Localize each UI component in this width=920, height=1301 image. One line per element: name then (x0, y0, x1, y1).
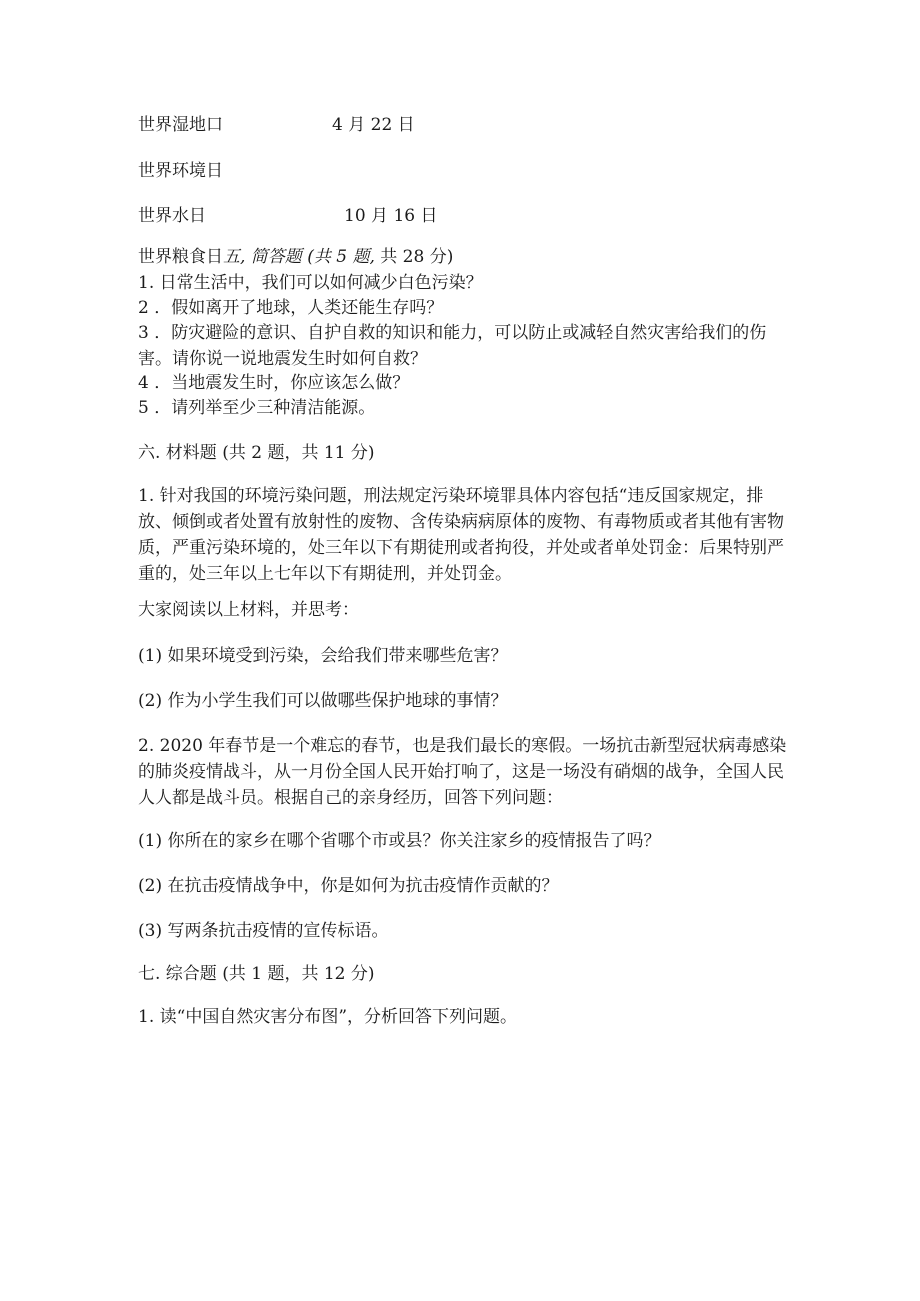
section5-item-1: 1. 日常生活中，我们可以如何减少白色污染？ (138, 273, 483, 293)
section6-q1-sub2: (2) 作为小学生我们可以做哪些保护地球的事情？ (138, 691, 508, 711)
section6-q1-material: 1. 针对我国的环境污染问题，刑法规定污染环境罪具体内容包括“违反国家规定，排放、倾倒或者处置有放射性的废物、含传染病病原体的废物、有毒物质或者其他有害物质，严重污染环境的，处三年以下有期徒刑或者拘役，并处或者单处罚金：后果特别严重的，处三年以上七年以下有期徒刑，并处罚金。 (138, 486, 784, 584)
section5-title-italic: 五, 简答题 (共 5 题, (223, 247, 375, 267)
match-right-date-1: 4 月 22 日 (332, 115, 415, 135)
section5-item-3: 3 ．防灾避险的意识、自护自救的知识和能力，可以防止或减轻自然灾害给我们的伤害。请你说一说地震发生时如何自救？ (138, 323, 767, 369)
match-left-environment-day: 世界环境日 (138, 161, 223, 181)
section7-q1: 1. 读“中国自然灾害分布图”，分析回答下列问题。 (138, 1007, 518, 1027)
match-left-wetland-day: 世界湿地口 (138, 115, 223, 135)
match-right-date-3: 10 月 16 日 (344, 206, 438, 226)
match-left-water-day: 世界水日 (138, 206, 206, 226)
section6-q2-material: 2. 2020 年春节是一个难忘的春节，也是我们最长的寒假。一场抗击新型冠状病毒感染的肺炎疫情战斗，从一月份全国人民开始打响了，这是一场没有硝烟的战争，全国人民人人都是战斗员。根据自己的亲身经历，回答下列问题： (138, 736, 787, 808)
section6-title: 六. 材料题 (共 2 题，共 11 分) (138, 443, 375, 463)
section5-heading (138, 244, 453, 270)
match-left-food-day: 世界粮食日 (138, 247, 223, 267)
section6-q1-sub1: (1) 如果环境受到污染，会给我们带来哪些危害？ (138, 646, 508, 666)
section7-title: 七. 综合题 (共 1 题，共 12 分) (138, 964, 375, 984)
section5-item-2: 2 ．假如离开了地球，人类还能生存吗？ (138, 298, 444, 318)
section6-q2-sub1: (1) 你所在的家乡在哪个省哪个市或县？你关注家乡的疫情报告了吗？ (138, 831, 661, 851)
section5-item-5: 5 ．请列举至少三种清洁能源。 (138, 398, 376, 418)
section5-item-4: 4 ．当地震发生时，你应该怎么做？ (138, 373, 410, 393)
section6-q2-sub2: (2) 在抗击疫情战争中，你是如何为抗击疫情作贡献的？ (138, 876, 559, 896)
section5-title-rest: 共 28 分) (374, 247, 454, 267)
section6-q2-sub3: (3) 写两条抗击疫情的宣传标语。 (138, 921, 389, 941)
section6-q1-prompt: 大家阅读以上材料，并思考： (138, 600, 359, 620)
